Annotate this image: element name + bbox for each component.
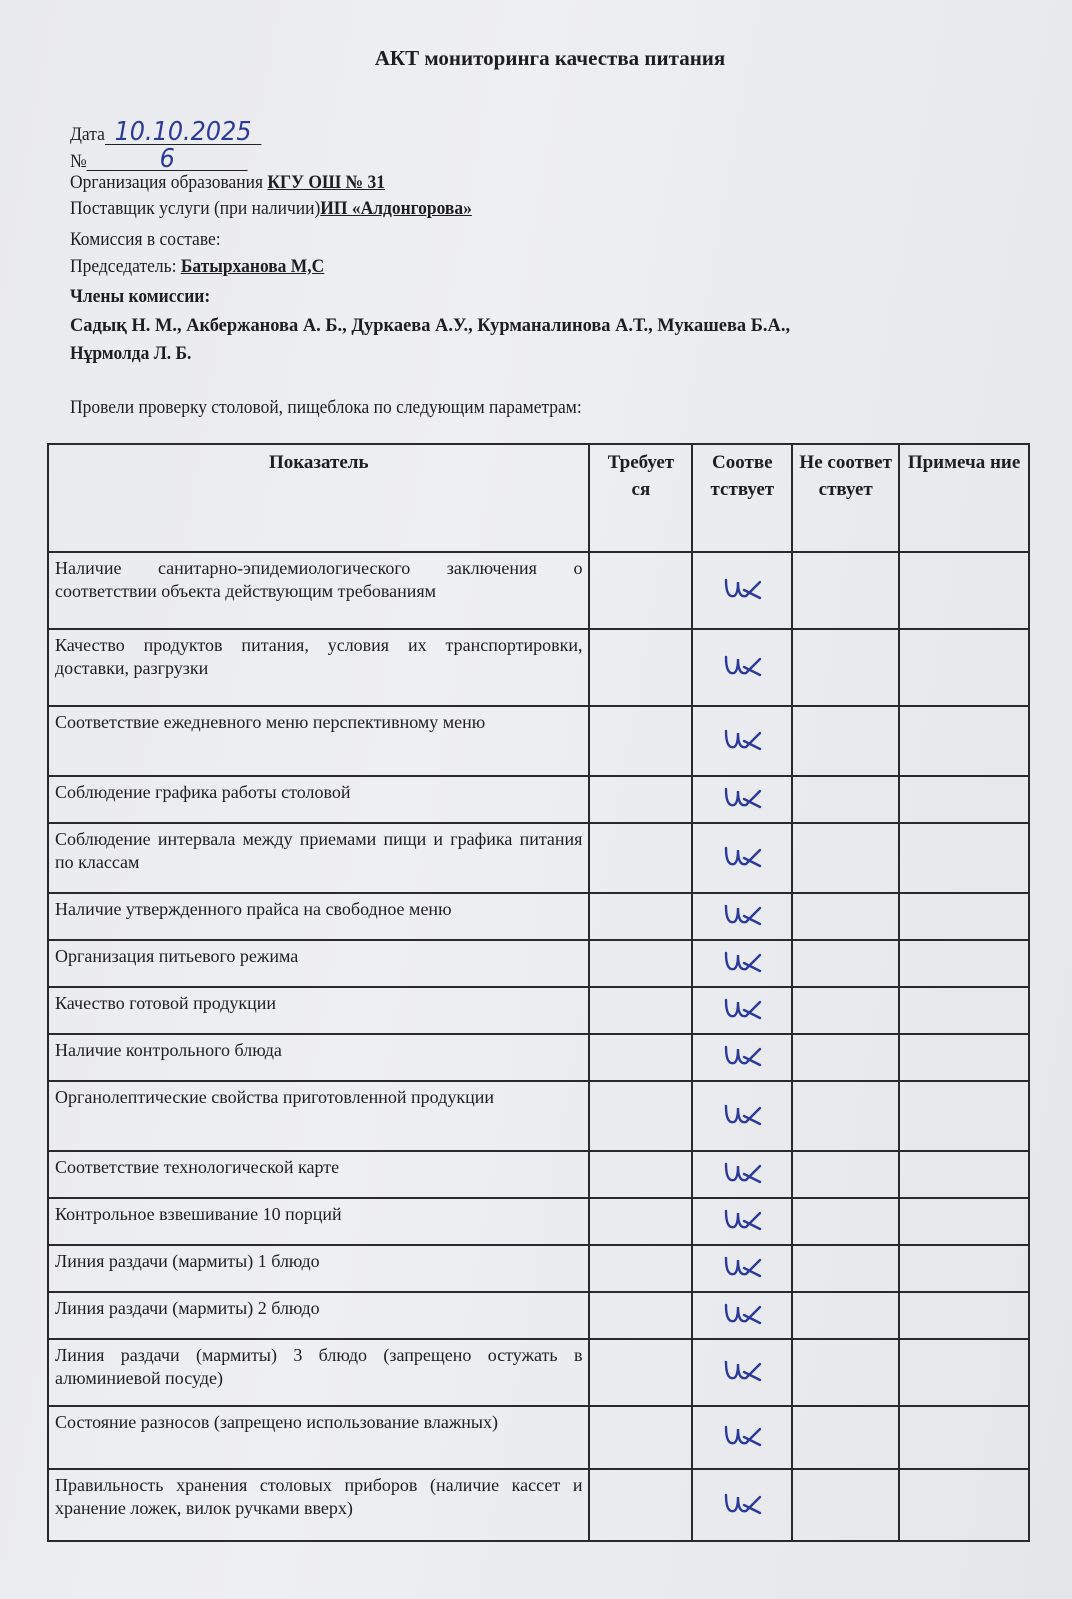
table-row — [48, 1469, 1029, 1541]
required-cell — [589, 776, 692, 823]
conforms-cell — [692, 1245, 792, 1292]
header-note: Примеча ние — [899, 444, 1029, 552]
supplier-label: Поставщик услуги (при наличии) — [70, 198, 321, 219]
indicator-text: Качество готовой продукции — [55, 993, 277, 1013]
indicator-cell — [48, 1198, 589, 1245]
indicator-cell — [48, 629, 589, 706]
indicator-cell — [48, 1469, 589, 1541]
conforms-cell — [692, 1198, 792, 1245]
handwritten-check-icon — [718, 1354, 766, 1386]
indicator-cell — [48, 987, 589, 1034]
members-label: Члены комиссии: — [70, 286, 211, 307]
supplier-row — [70, 197, 472, 221]
handwritten-check-icon — [718, 572, 766, 604]
document-title: АКТ мониторинга качества питания — [374, 46, 726, 70]
indicator-text: Соответствие технологической карте — [55, 1157, 340, 1177]
table-row — [48, 1081, 1029, 1151]
header-indicator: Показатель — [48, 444, 589, 552]
indicator-cell — [48, 1081, 589, 1151]
note-cell — [899, 552, 1029, 629]
indicator-text: Соблюдение графика работы столовой — [55, 782, 351, 802]
not-conforms-cell — [792, 706, 899, 776]
conforms-cell — [692, 776, 792, 823]
conforms-cell — [692, 987, 792, 1034]
note-cell — [899, 1469, 1029, 1541]
required-cell — [589, 706, 692, 776]
not-conforms-cell — [792, 776, 899, 823]
note-cell — [899, 1339, 1029, 1406]
parameters-table — [47, 443, 1030, 1542]
required-cell — [589, 1292, 692, 1339]
indicator-text: Органолептические свойства приготовленной продукции — [55, 1087, 494, 1107]
table-row — [48, 823, 1029, 893]
not-conforms-cell — [792, 987, 899, 1034]
note-cell — [899, 1406, 1029, 1469]
handwritten-check-icon — [718, 945, 766, 977]
required-cell — [589, 1034, 692, 1081]
indicator-text: Соблюдение интервала между приемами пищи и графика питания по классам — [55, 829, 583, 872]
conforms-cell — [692, 1081, 792, 1151]
required-cell — [589, 552, 692, 629]
note-cell — [899, 629, 1029, 706]
table-row — [48, 1151, 1029, 1198]
not-conforms-cell — [792, 1081, 899, 1151]
indicator-cell — [48, 1151, 589, 1198]
note-cell — [899, 893, 1029, 940]
not-conforms-cell — [792, 1406, 899, 1469]
not-conforms-cell — [792, 1245, 899, 1292]
indicator-text: Наличие утвержденного прайса на свободное меню — [55, 899, 452, 919]
organization-value: КГУ ОШ № 31 — [267, 172, 385, 193]
required-cell — [589, 1151, 692, 1198]
indicator-cell — [48, 776, 589, 823]
chairman-label: Председатель: — [70, 256, 177, 277]
date-label: Дата — [70, 124, 105, 145]
note-cell — [899, 1034, 1029, 1081]
indicator-text: Наличие контрольного блюда — [55, 1040, 282, 1060]
note-cell — [899, 940, 1029, 987]
conforms-cell — [692, 1406, 792, 1469]
table-row — [48, 1406, 1029, 1469]
indicator-cell — [48, 1034, 589, 1081]
conforms-cell — [692, 823, 792, 893]
required-cell — [589, 1406, 692, 1469]
required-cell — [589, 823, 692, 893]
handwritten-check-icon — [718, 1098, 766, 1130]
indicator-cell — [48, 1245, 589, 1292]
conforms-cell — [692, 629, 792, 706]
indicator-cell — [48, 823, 589, 893]
note-cell — [899, 1292, 1029, 1339]
supplier-value: ИП «Алдонгорова» — [320, 198, 472, 219]
handwritten-check-icon — [718, 1203, 766, 1235]
note-cell — [899, 823, 1029, 893]
conforms-cell — [692, 1292, 792, 1339]
table-row — [48, 1034, 1029, 1081]
organization-row — [70, 171, 385, 195]
table-row — [48, 629, 1029, 706]
note-cell — [899, 776, 1029, 823]
not-conforms-cell — [792, 1198, 899, 1245]
note-cell — [899, 1245, 1029, 1292]
not-conforms-cell — [792, 1339, 899, 1406]
conforms-cell — [692, 1034, 792, 1081]
chairman-row — [70, 255, 324, 279]
required-cell — [589, 1339, 692, 1406]
handwritten-check-icon — [718, 992, 766, 1024]
not-conforms-cell — [792, 1469, 899, 1541]
table-header-row — [48, 444, 1029, 552]
number-label: № — [70, 151, 87, 172]
required-cell — [589, 940, 692, 987]
indicator-text: Контрольное взвешивание 10 порций — [55, 1204, 342, 1224]
indicator-text: Качество продуктов питания, условия их транспортировки, доставки, разгрузки — [55, 635, 583, 678]
handwritten-check-icon — [718, 1250, 766, 1282]
members-line-1: Садық Н. М., Акбержанова А. Б., Дуркаева А.У., Курманалинова А.Т., Мукашева Б.А., — [70, 315, 791, 336]
table-row — [48, 1292, 1029, 1339]
chairman-value: Батырханова М,С — [180, 256, 325, 277]
note-cell — [899, 706, 1029, 776]
handwritten-check-icon — [718, 781, 766, 813]
handwritten-check-icon — [718, 723, 766, 755]
not-conforms-cell — [792, 1292, 899, 1339]
indicator-text: Организация питьевого режима — [55, 946, 299, 966]
not-conforms-cell — [792, 1034, 899, 1081]
date-row — [70, 117, 261, 147]
indicator-cell — [48, 1292, 589, 1339]
not-conforms-cell — [792, 823, 899, 893]
indicator-text: Линия раздачи (мармиты) 1 блюдо — [55, 1251, 320, 1271]
required-cell — [589, 629, 692, 706]
intro-text: Провели проверку столовой, пищеблока по следующим параметрам: — [70, 397, 582, 418]
table-row — [48, 1339, 1029, 1406]
conforms-cell — [692, 940, 792, 987]
header-required: Требует ся — [589, 444, 692, 552]
indicator-cell — [48, 1406, 589, 1469]
conforms-cell — [692, 893, 792, 940]
members-line-2: Нұрмолда Л. Б. — [70, 343, 192, 364]
conforms-cell — [692, 706, 792, 776]
indicator-cell — [48, 1339, 589, 1406]
handwritten-check-icon — [718, 649, 766, 681]
required-cell — [589, 1198, 692, 1245]
handwritten-check-icon — [718, 1487, 766, 1519]
required-cell — [589, 893, 692, 940]
indicator-text: Линия раздачи (мармиты) 2 блюдо — [55, 1298, 320, 1318]
table-row — [48, 552, 1029, 629]
indicator-text: Соответствие ежедневного меню перспективному меню — [55, 712, 486, 732]
not-conforms-cell — [792, 1151, 899, 1198]
handwritten-check-icon — [718, 1156, 766, 1188]
table-row — [48, 940, 1029, 987]
table-row — [48, 1245, 1029, 1292]
handwritten-check-icon — [718, 1297, 766, 1329]
conforms-cell — [692, 1469, 792, 1541]
table-row — [48, 706, 1029, 776]
indicator-text: Правильность хранения столовых приборов (наличие кассет и хранение ложек, вилок ручками вверх) — [55, 1475, 583, 1518]
indicator-cell — [48, 552, 589, 629]
conforms-cell — [692, 1151, 792, 1198]
handwritten-check-icon — [718, 1039, 766, 1071]
handwritten-check-icon — [718, 840, 766, 872]
indicator-text: Состояние разносов (запрещено использование влажных) — [55, 1412, 499, 1432]
header-conforms: Соотве тствует — [692, 444, 792, 552]
header-not-conforms: Не соответ ствует — [792, 444, 899, 552]
table-row — [48, 987, 1029, 1034]
required-cell — [589, 987, 692, 1034]
required-cell — [589, 1245, 692, 1292]
note-cell — [899, 1151, 1029, 1198]
commission-label: Комиссия в составе: — [70, 229, 221, 250]
organization-label: Организация образования — [70, 172, 263, 193]
required-cell — [589, 1469, 692, 1541]
note-cell — [899, 1081, 1029, 1151]
table-row — [48, 893, 1029, 940]
table-row — [48, 1198, 1029, 1245]
indicator-cell — [48, 893, 589, 940]
handwritten-check-icon — [718, 898, 766, 930]
not-conforms-cell — [792, 940, 899, 987]
table-row — [48, 776, 1029, 823]
not-conforms-cell — [792, 629, 899, 706]
indicator-cell — [48, 940, 589, 987]
conforms-cell — [692, 1339, 792, 1406]
indicator-text: Линия раздачи (мармиты) 3 блюдо (запрещено остужать в алюминиевой посуде) — [55, 1345, 583, 1388]
note-cell — [899, 1198, 1029, 1245]
number-value: 6 — [87, 148, 248, 171]
not-conforms-cell — [792, 552, 899, 629]
indicator-cell — [48, 706, 589, 776]
handwritten-check-icon — [718, 1419, 766, 1451]
conforms-cell — [692, 552, 792, 629]
required-cell — [589, 1081, 692, 1151]
not-conforms-cell — [792, 893, 899, 940]
note-cell — [899, 987, 1029, 1034]
date-value: 10.10.2025 — [105, 120, 261, 145]
indicator-text: Наличие санитарно-эпидемиологического заключения о соответствии объекта действующим требованиям — [55, 558, 583, 601]
